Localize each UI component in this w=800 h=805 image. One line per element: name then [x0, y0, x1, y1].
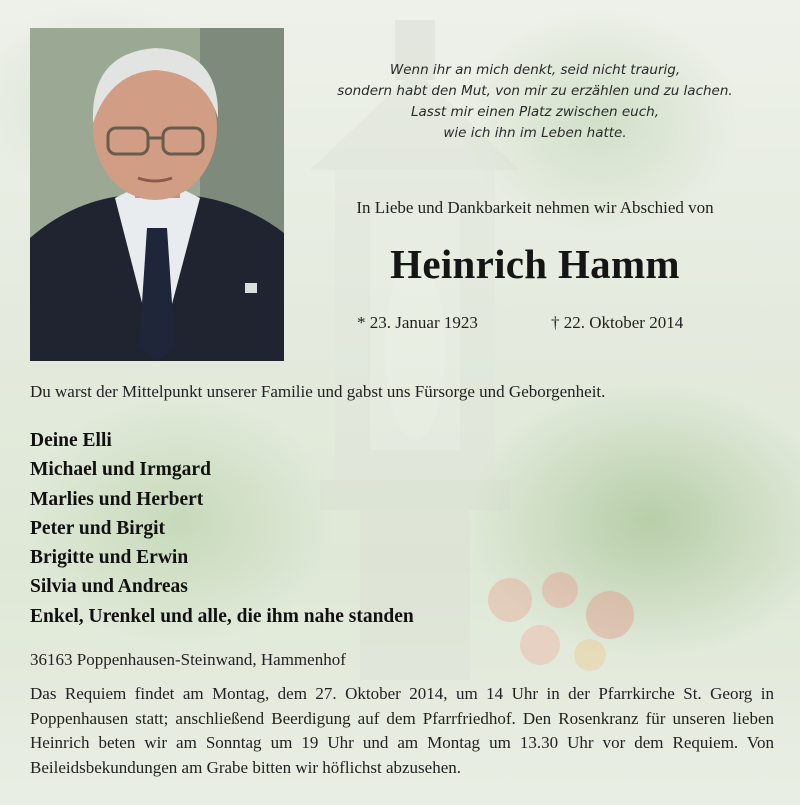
quote-line: Wenn ihr an mich denkt, seid nicht traurig, [389, 62, 681, 78]
family-member: Brigitte und Erwin [30, 547, 189, 569]
family-list [30, 426, 414, 631]
family-member: Michael und Irmgard [30, 459, 211, 481]
flowers-background [470, 560, 650, 680]
quote-line: wie ich ihn im Leben hatte. [443, 125, 627, 141]
portrait-illustration [30, 28, 284, 361]
family-member: Enkel, Urenkel und alle, die ihm nahe standen [30, 605, 414, 627]
quote-line: Lasst mir einen Platz zwischen euch, [411, 104, 659, 120]
requiem-notice: Das Requiem findet am Montag, dem 27. Oktober 2014, um 14 Uhr in der Pfarrkirche St. Georg in Poppenhausen statt; anschließend Beerdigung auf dem Pfarrfriedhof. Den Rosenkranz für unseren lieben Heinrich beten wir am Sonntag um 19 Uhr und am Montag um 13.30 Uhr vor dem Requiem. Von Beileidsbekundungen am Grabe bitten wir höflichst abzusehen. [30, 684, 774, 777]
memorial-quote [300, 60, 770, 144]
birth-date: * 23. Januar 1923 [357, 313, 478, 332]
deceased-name: Heinrich Hamm [390, 241, 680, 287]
death-date: † 22. Oktober 2014 [551, 313, 684, 332]
tribute-text: Du warst der Mittelpunkt unserer Familie und gabst uns Fürsorge und Geborgenheit. [30, 382, 606, 401]
family-address: 36163 Poppenhausen-Steinwand, Hammenhof [30, 650, 346, 669]
family-member: Marlies und Herbert [30, 488, 204, 510]
portrait-photo [30, 28, 284, 361]
family-member: Peter und Birgit [30, 517, 166, 539]
quote-line: sondern habt den Mut, von mir zu erzählen und zu lachen. [337, 83, 733, 99]
family-member: Silvia und Andreas [30, 576, 188, 598]
family-member: Deine Elli [30, 430, 112, 451]
farewell-text: In Liebe und Dankbarkeit nehmen wir Abschied von [356, 198, 714, 217]
